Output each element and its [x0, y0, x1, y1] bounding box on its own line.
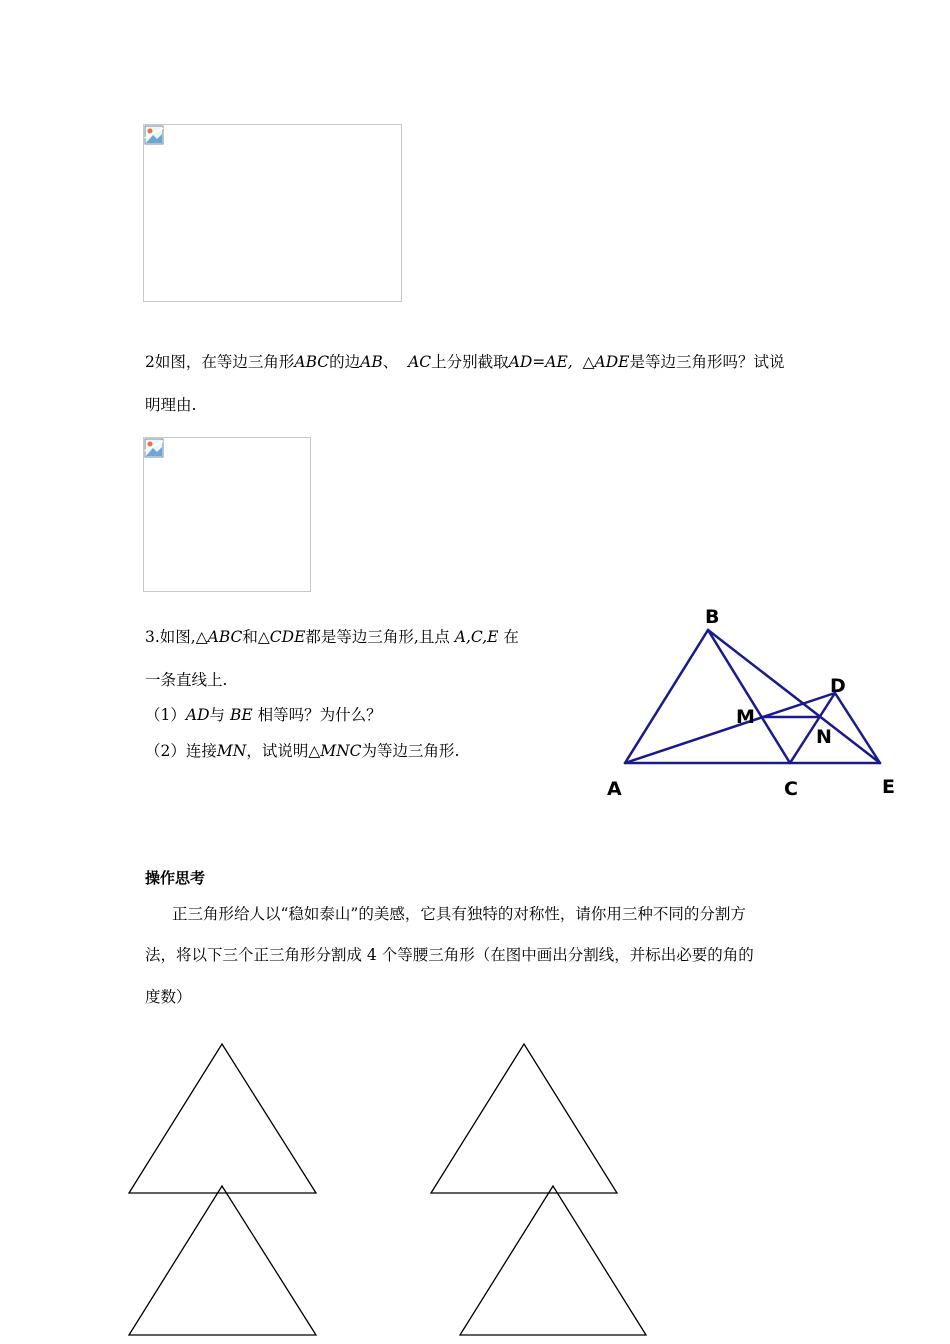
label-d: D — [830, 675, 846, 697]
triangle-2[interactable] — [431, 1044, 617, 1193]
label-a: A — [607, 778, 622, 800]
label-n: N — [816, 726, 832, 748]
triangle-3[interactable] — [129, 1186, 316, 1335]
segment-ab — [625, 630, 708, 763]
triangle-4[interactable] — [460, 1186, 646, 1335]
segment-de — [835, 693, 880, 763]
q2-line2: 明理由. — [145, 396, 197, 414]
label-b: B — [705, 606, 720, 628]
label-e: E — [882, 776, 895, 798]
section-heading: 操作思考 — [145, 869, 206, 887]
q3-line1: 3.如图,△ABC和△CDE都是等边三角形,且点 A,C,E 在 — [145, 628, 519, 646]
q3-sub2: （2）连接MN，试说明△MNC为等边三角形. — [145, 742, 460, 760]
ops-line2: 法，将以下三个正三角形分割成 4 个等腰三角形（在图中画出分割线，并标出必要的角的 — [145, 946, 754, 964]
segment-bc — [708, 630, 790, 763]
label-m: M — [736, 706, 755, 728]
q3-sub1: （1）AD与 BE 相等吗？为什么？ — [145, 706, 382, 724]
q3-line2: 一条直线上. — [145, 671, 228, 689]
ops-line1: 正三角形给人以“稳如泰山”的美感，它具有独特的对称性，请你用三种不同的分割方 — [172, 905, 746, 923]
triangles-area — [0, 1030, 950, 1344]
label-c: C — [784, 778, 798, 800]
broken-image-icon — [144, 438, 164, 458]
triangle-figure — [600, 600, 910, 810]
image-placeholder-1 — [143, 124, 402, 302]
ops-line3: 度数） — [145, 988, 192, 1006]
segment-be — [708, 630, 880, 763]
q2-line1: 2如图，在等边三角形ABC的边AB、 AC上分别截取AD=AE, △ADE是等边三角形吗？试说 — [145, 353, 785, 371]
broken-image-icon — [144, 125, 164, 145]
triangle-1[interactable] — [129, 1044, 316, 1193]
image-placeholder-2 — [143, 437, 311, 592]
